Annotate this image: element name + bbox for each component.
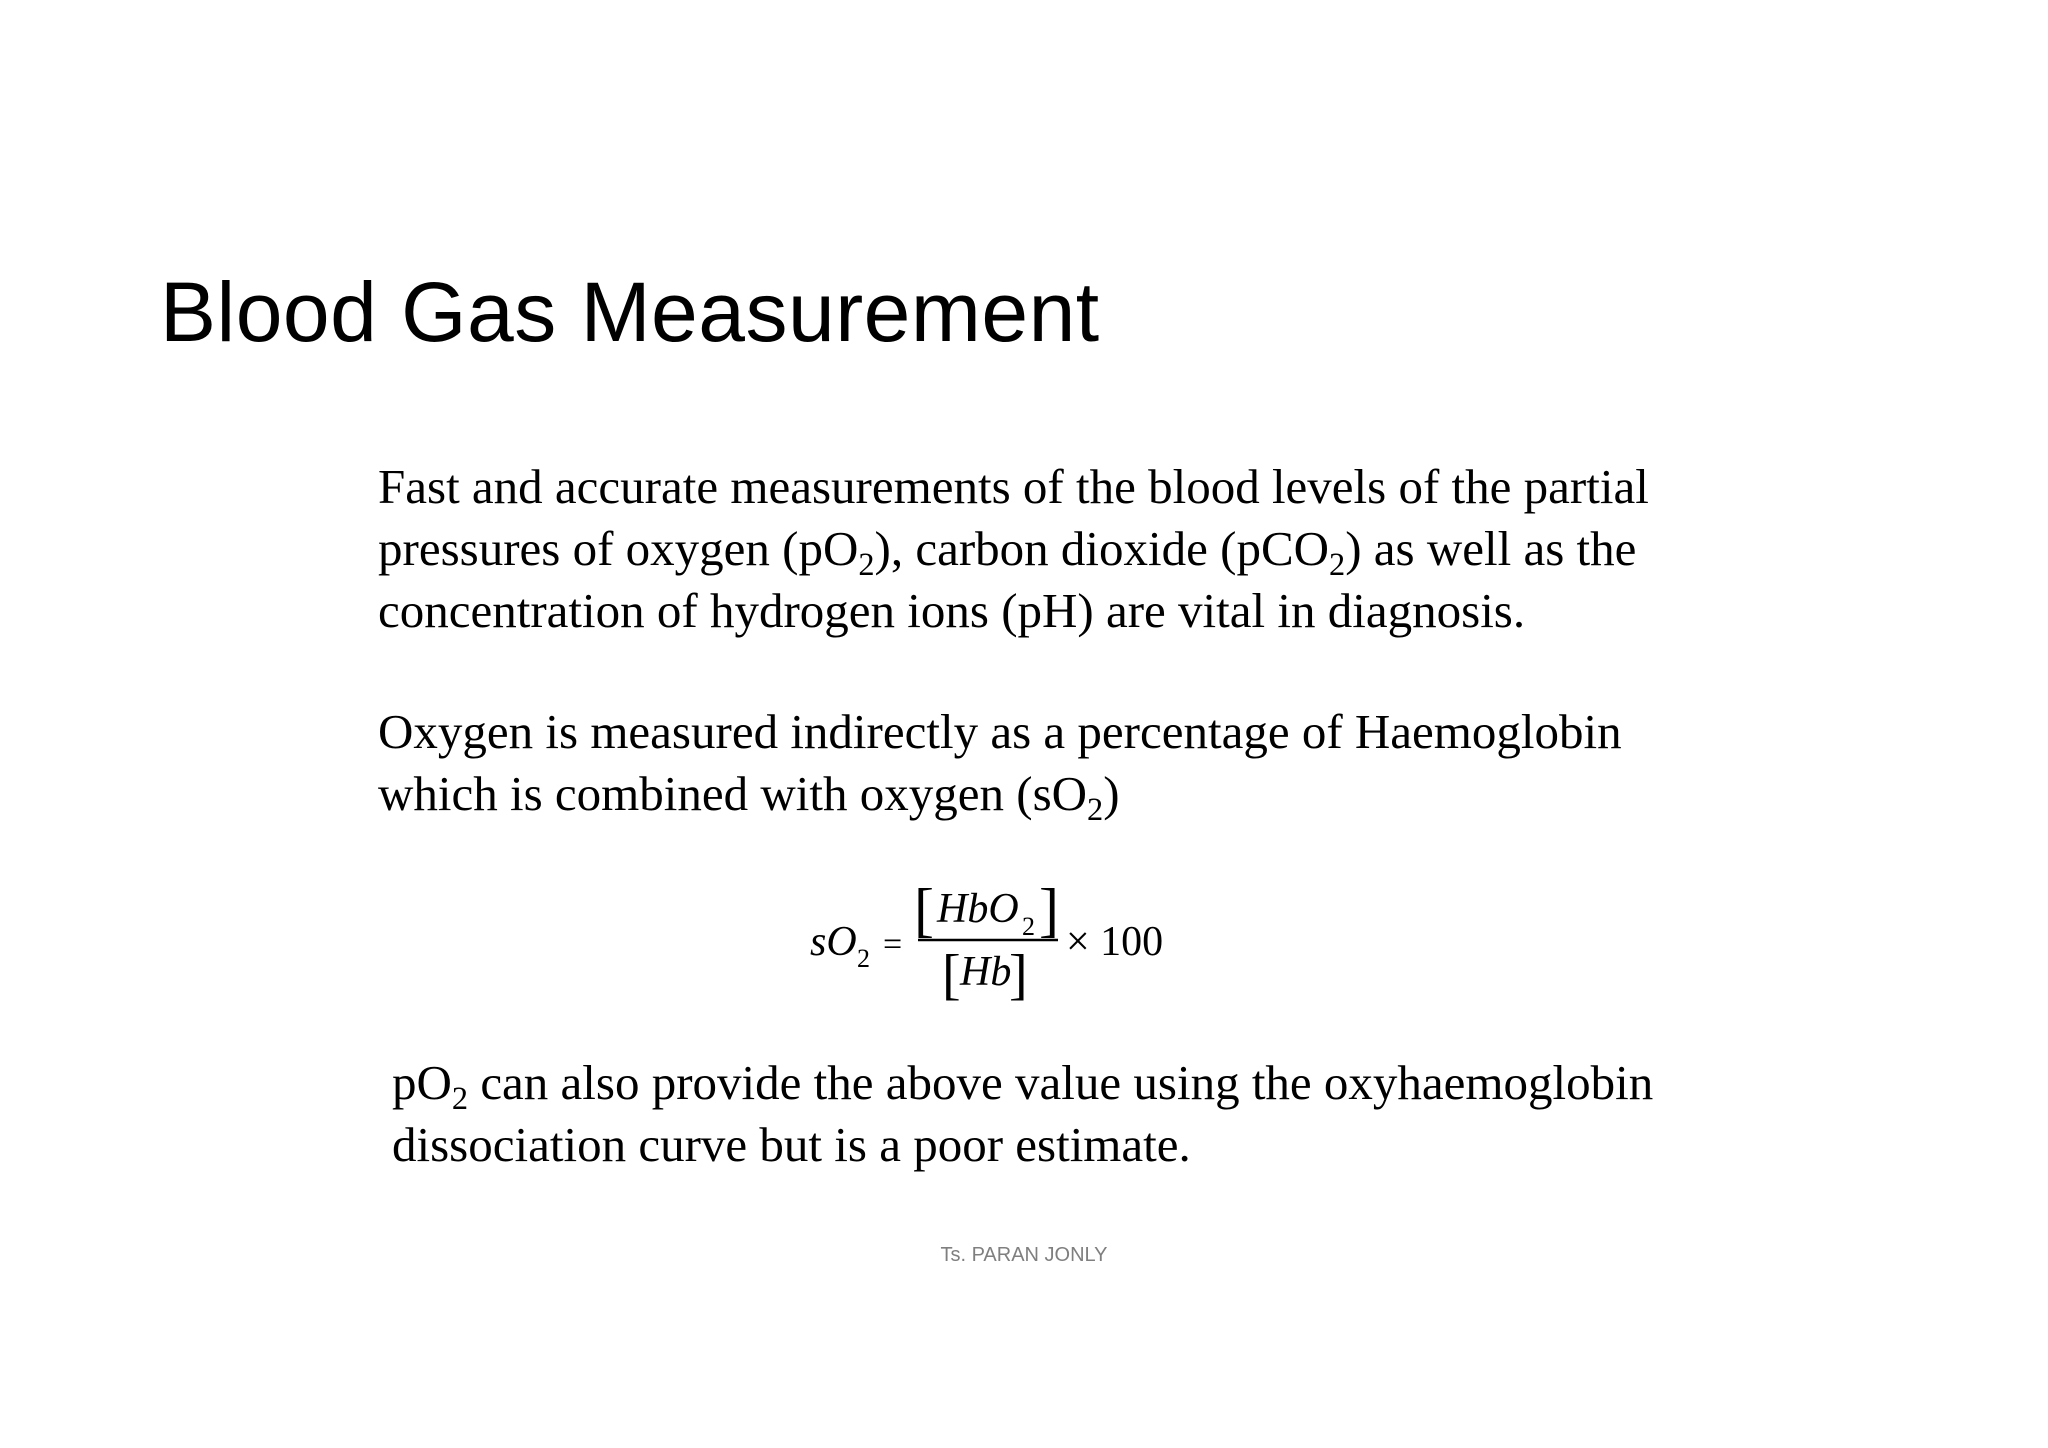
paragraph-line: Fast and accurate measurements of the blood levels of the partial xyxy=(378,459,1649,514)
paragraph-po2-estimate xyxy=(392,1052,1653,1176)
subscript: 2 xyxy=(858,545,875,582)
formula-lhs: sO xyxy=(810,919,857,965)
text-run: pO xyxy=(392,1055,452,1110)
paragraph-partial-pressures xyxy=(378,456,1649,642)
subscript: 2 xyxy=(1329,545,1346,582)
paragraph-oxygen-saturation xyxy=(378,701,1622,825)
slide-footer: Ts. PARAN JONLY xyxy=(940,1244,1108,1266)
paragraph-line: concentration of hydrogen ions (pH) are vital in diagnosis. xyxy=(378,583,1526,638)
subscript: 2 xyxy=(1087,790,1104,827)
formula-lhs-subscript: 2 xyxy=(857,944,870,973)
paragraph-line xyxy=(378,518,1649,580)
formula-multiplier: × 100 xyxy=(1066,919,1164,965)
paragraph-line xyxy=(392,1052,1653,1114)
subscript: 2 xyxy=(451,1079,469,1116)
so2-formula xyxy=(780,875,1200,1015)
paragraph-line xyxy=(378,763,1622,825)
text-run: can also provide the above value using the oxyhaemoglobin xyxy=(468,1055,1654,1110)
paragraph-line: dissociation curve but is a poor estimate. xyxy=(392,1117,1191,1172)
formula-numerator: HbO xyxy=(937,886,1019,932)
slide-title: Blood Gas Measurement xyxy=(160,265,1100,359)
denominator-left-bracket: [ xyxy=(942,944,961,1006)
numerator-right-bracket: ] xyxy=(1039,877,1059,943)
text-run: ) xyxy=(1103,766,1120,821)
denominator-right-bracket: ] xyxy=(1009,944,1028,1006)
formula-denominator: Hb xyxy=(960,949,1012,995)
text-run: pressures of oxygen (pO xyxy=(378,521,859,576)
text-run: which is combined with oxygen (sO xyxy=(378,766,1088,821)
formula-numerator-subscript: 2 xyxy=(1022,912,1035,941)
paragraph-line: Oxygen is measured indirectly as a percentage of Haemoglobin xyxy=(378,704,1622,759)
text-run: ) as well as the xyxy=(1345,521,1637,576)
formula-equals: = xyxy=(883,926,903,963)
numerator-left-bracket: [ xyxy=(914,877,934,943)
text-run: ), carbon dioxide (pCO xyxy=(874,521,1330,576)
